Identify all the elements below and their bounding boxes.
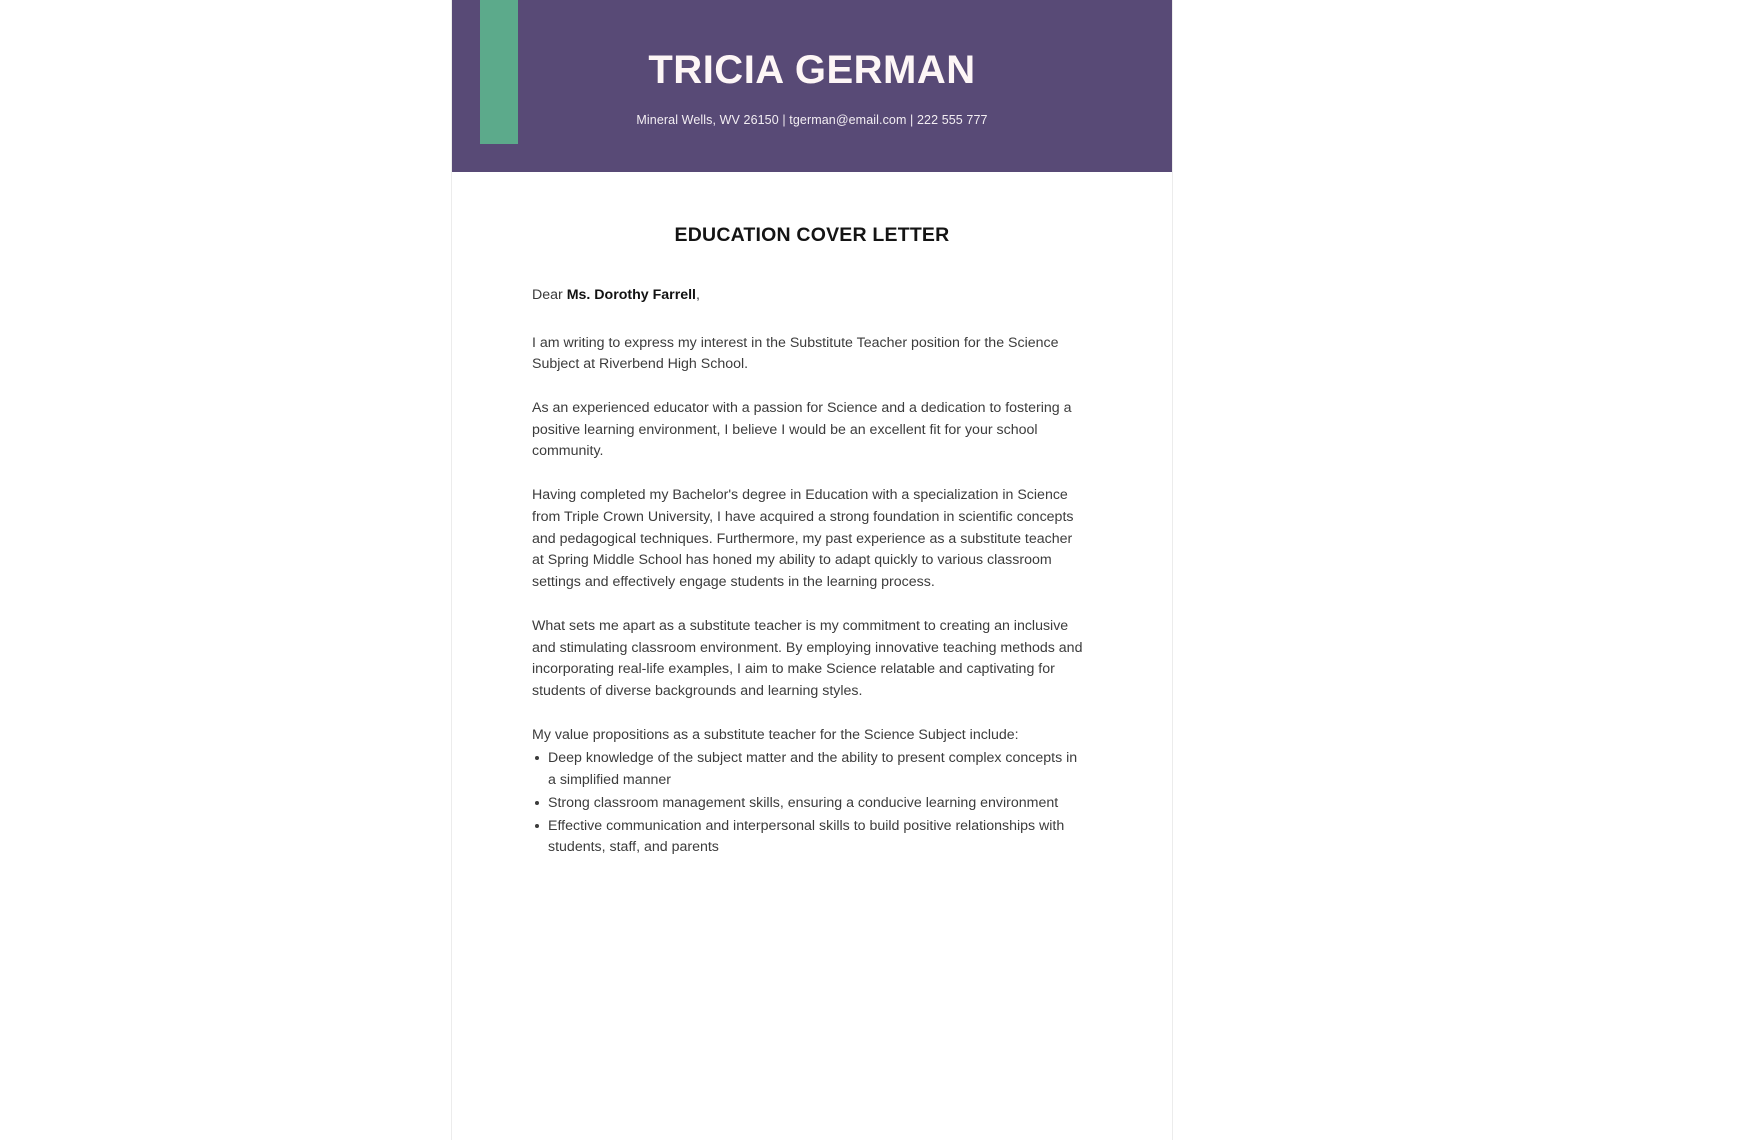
list-item xyxy=(532,793,1084,815)
salutation-prefix: Dear xyxy=(532,287,567,303)
recipient-name: Ms. Dorothy Farrell xyxy=(566,287,696,303)
letter-paragraph-4: What sets me apart as a substitute teacher is my commitment to creating an inclusive and stimulating classroom environment. By employing innovative teaching methods and incorporating real-life examples, I aim to make Science relatable and captivating for students of diverse backgrounds and learning styles. xyxy=(532,617,1083,699)
bullet-dot-icon xyxy=(535,824,539,828)
letter-paragraph-1: I am writing to express my interest in the Substitute Teacher position for the Science Subject at Riverbend High School. xyxy=(532,334,1059,373)
letter-paragraph-3: Having completed my Bachelor's degree in Education with a specialization in Science from Triple Crown University, I have acquired a strong foundation in scientific concepts and pedagogical techniques. Furthermore, my past experience as a substitute teacher at Spring Middle School has honed my ability to adapt quickly to various classroom settings and effectively engage students in the learning process. xyxy=(532,487,1074,591)
value-propositions-list xyxy=(532,748,1084,859)
bullet-dot-icon xyxy=(535,756,539,760)
applicant-name: TRICIA GERMAN xyxy=(648,48,976,92)
salutation xyxy=(532,285,1084,306)
letter-header-banner xyxy=(452,0,1172,172)
list-item-label: Strong classroom management skills, ensuring a conducive learning environment xyxy=(548,794,1059,811)
salutation-suffix: , xyxy=(696,287,700,303)
list-item xyxy=(532,748,1084,791)
letter-body xyxy=(452,172,1172,859)
list-item-label: Deep knowledge of the subject matter and the ability to present complex concepts in a simplified manner xyxy=(548,750,1078,789)
letter-content xyxy=(452,247,1172,859)
letter-title: EDUCATION COVER LETTER xyxy=(674,224,950,246)
value-propositions-intro: My value propositions as a substitute teacher for the Science Subject include: xyxy=(532,726,1019,743)
document-sheet xyxy=(452,0,1172,1140)
bullet-dot-icon xyxy=(535,801,539,805)
letter-paragraph-2: As an experienced educator with a passion for Science and a dedication to fostering a positive learning environment, I believe I would be an excellent fit for your school community. xyxy=(532,400,1072,460)
list-item-label: Effective communication and interpersonal skills to build positive relationships with students, staff, and parents xyxy=(548,817,1065,856)
list-item xyxy=(532,816,1084,859)
applicant-contact-line: Mineral Wells, WV 26150 | tgerman@email.com | 222 555 777 xyxy=(636,113,988,127)
header-text-group xyxy=(452,0,1172,172)
